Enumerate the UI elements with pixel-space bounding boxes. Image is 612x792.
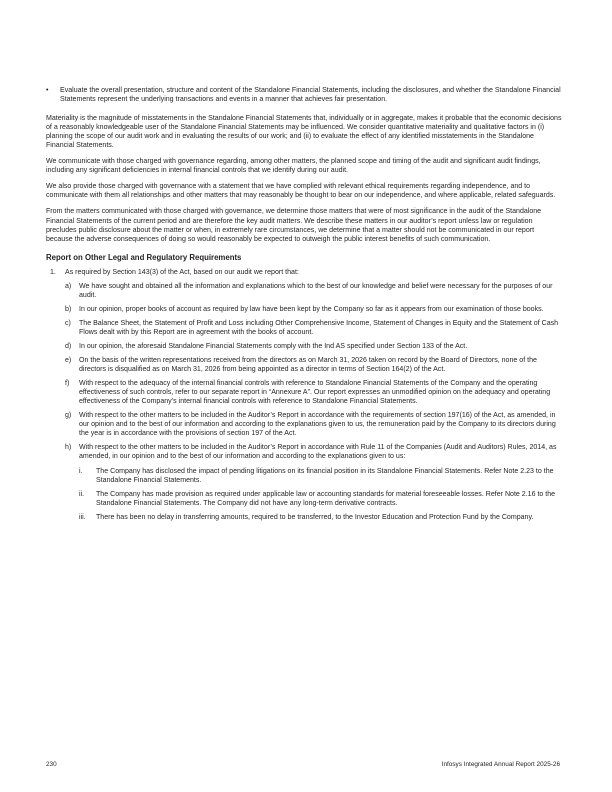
list-marker: 1. [50,268,56,276]
paragraph-independence: We also provide those charged with governance with a statement that we have complied with relevant ethical requirements regarding independence, and to communicate with them all relationships and other matters that may reasonably be thought to bear on our independence, and where applicable, related safeguards. [46,183,556,200]
sub-item-e [46,356,562,374]
sub-item-a [46,282,562,300]
section-heading: Report on Other Legal and Regulatory Requirements [46,252,242,262]
list-marker: b) [65,305,72,313]
bullet-marker: • [46,87,49,94]
list-marker: iii. [79,513,86,521]
sub-item-c [46,319,562,337]
list-text: As required by Section 143(3) of the Act, based on our audit we report that: [65,268,299,276]
list-text: In our opinion, proper books of account as required by law have been kept by the Company so far as it appears from our examination of those books. [79,305,544,313]
sub-sub-item-ii [46,490,562,508]
report-title: Infosys Integrated Annual Report 2025-26 [441,761,560,768]
sub-item-b [46,305,562,314]
list-text: On the basis of the written representations received from the directors as on March 31, 2026 taken on record by the Board of Directors, none of the directors is disqualified as on March 31, 2026 from being appointed as a director in terms of Section 164(2) of the Act. [79,357,537,374]
list-text: We have sought and obtained all the information and explanations which to the best of our knowledge and belief were necessary for the purposes of our audit. [79,282,553,299]
sub-sub-item-iii [46,513,562,522]
list-text: The Company has made provision as required under applicable law or accounting standards for material foreseeable losses. Refer Note 2.16 to the Standalone Financial Statements. The Company did not have any long-term derivative contracts. [96,490,556,507]
sub-item-g [46,411,562,438]
list-item-1 [46,268,562,277]
paragraph-communication: We communicate with those charged with governance regarding, among other matters, the planned scope and timing of the audit and significant audit findings, including any significant deficiencies in internal financial controls that we identify during our audit. [46,158,541,175]
paragraph-materiality: Materiality is the magnitude of misstatements in the Standalone Financial Statements that, individually or in aggregate, makes it probable that the economic decisions of a reasonably knowledgeable user of the Standalone Financial Statements may be influenced. We consider quantitative materiality and qualitative factors in (i) planning the scope of our audit work and in evaluating the results of our work; and (ii) to evaluate the effect of any identified misstatements in the Standalone Financial Statements. [46,115,562,150]
bullet-text: Evaluate the overall presentation, structure and content of the Standalone Financial Statements, including the disclosures, and whether the Standalone Financial Statements represent the underlying transactions and events in a manner that achieves fair presentation. [60,87,561,104]
list-text: With respect to the other matters to be included in the Auditor’s Report in accordance with Rule 11 of the Companies (Audit and Auditors) Rules, 2014, as amended, in our opinion and to the best of our information and according to the explanations given to us: [79,444,557,461]
list-text: In our opinion, the aforesaid Standalone Financial Statements comply with the Ind AS specified under Section 133 of the Act. [79,342,468,350]
list-text: There has been no delay in transferring amounts, required to be transferred, to the Investor Education and Protection Fund by the Company. [96,513,534,521]
list-marker: h) [65,444,72,452]
page-number: 230 [46,761,57,768]
list-marker: g) [65,412,72,420]
sub-sub-item-i [46,467,562,485]
list-marker: i. [79,467,83,475]
sub-item-d [46,342,562,351]
list-marker: e) [65,357,72,365]
bullet-item [46,86,562,104]
list-text: The Balance Sheet, the Statement of Profit and Loss including Other Comprehensive Income, Statement of Changes in Equity and the Statement of Cash Flows dealt with by this Report are in agreement with the books of account. [79,319,559,336]
sub-item-f [46,379,562,406]
list-marker: a) [65,282,72,290]
list-marker: ii. [79,490,85,498]
list-marker: d) [65,342,72,350]
list-text: The Company has disclosed the impact of pending litigations on its financial position in its Standalone Financial Statements. Refer Note 2.23 to the Standalone Financial Statements. [96,467,554,484]
list-text: With respect to the other matters to be included in the Auditor’s Report in accordance with the requirements of section 197(16) of the Act, as amended, in our opinion and to the best of our information and according to the explanations given to us, the remuneration paid by the Company to its directors during the year is in accordance with the provisions of section 197 of the Act. [79,412,556,438]
list-text: With respect to the adequacy of the internal financial controls with reference to Standalone Financial Statements of the Company and the operating effectiveness of such controls, refer to our separate report in “Annexure A”. Our report expresses an unmodified opinion on the adequacy and operating effectiveness of the Company’s internal financial controls with reference to Standalone Financial Statements. [79,380,551,406]
list-marker: f) [65,380,70,388]
document-body [46,86,562,527]
list-marker: c) [65,319,71,327]
paragraph-key-audit-matters: From the matters communicated with those charged with governance, we determine those matters that were of most significance in the audit of the Standalone Financial Statements of the current period and are therefore the key audit matters. We describe these matters in our auditor’s report unless law or regulation precludes public disclosure about the matter or when, in extremely rare circumstances, we determine that a matter should not be communicated in our report because the adverse consequences of doing so would reasonably be expected to outweigh the public interest benefits of such communication. [46,208,542,243]
sub-item-h [46,443,562,461]
